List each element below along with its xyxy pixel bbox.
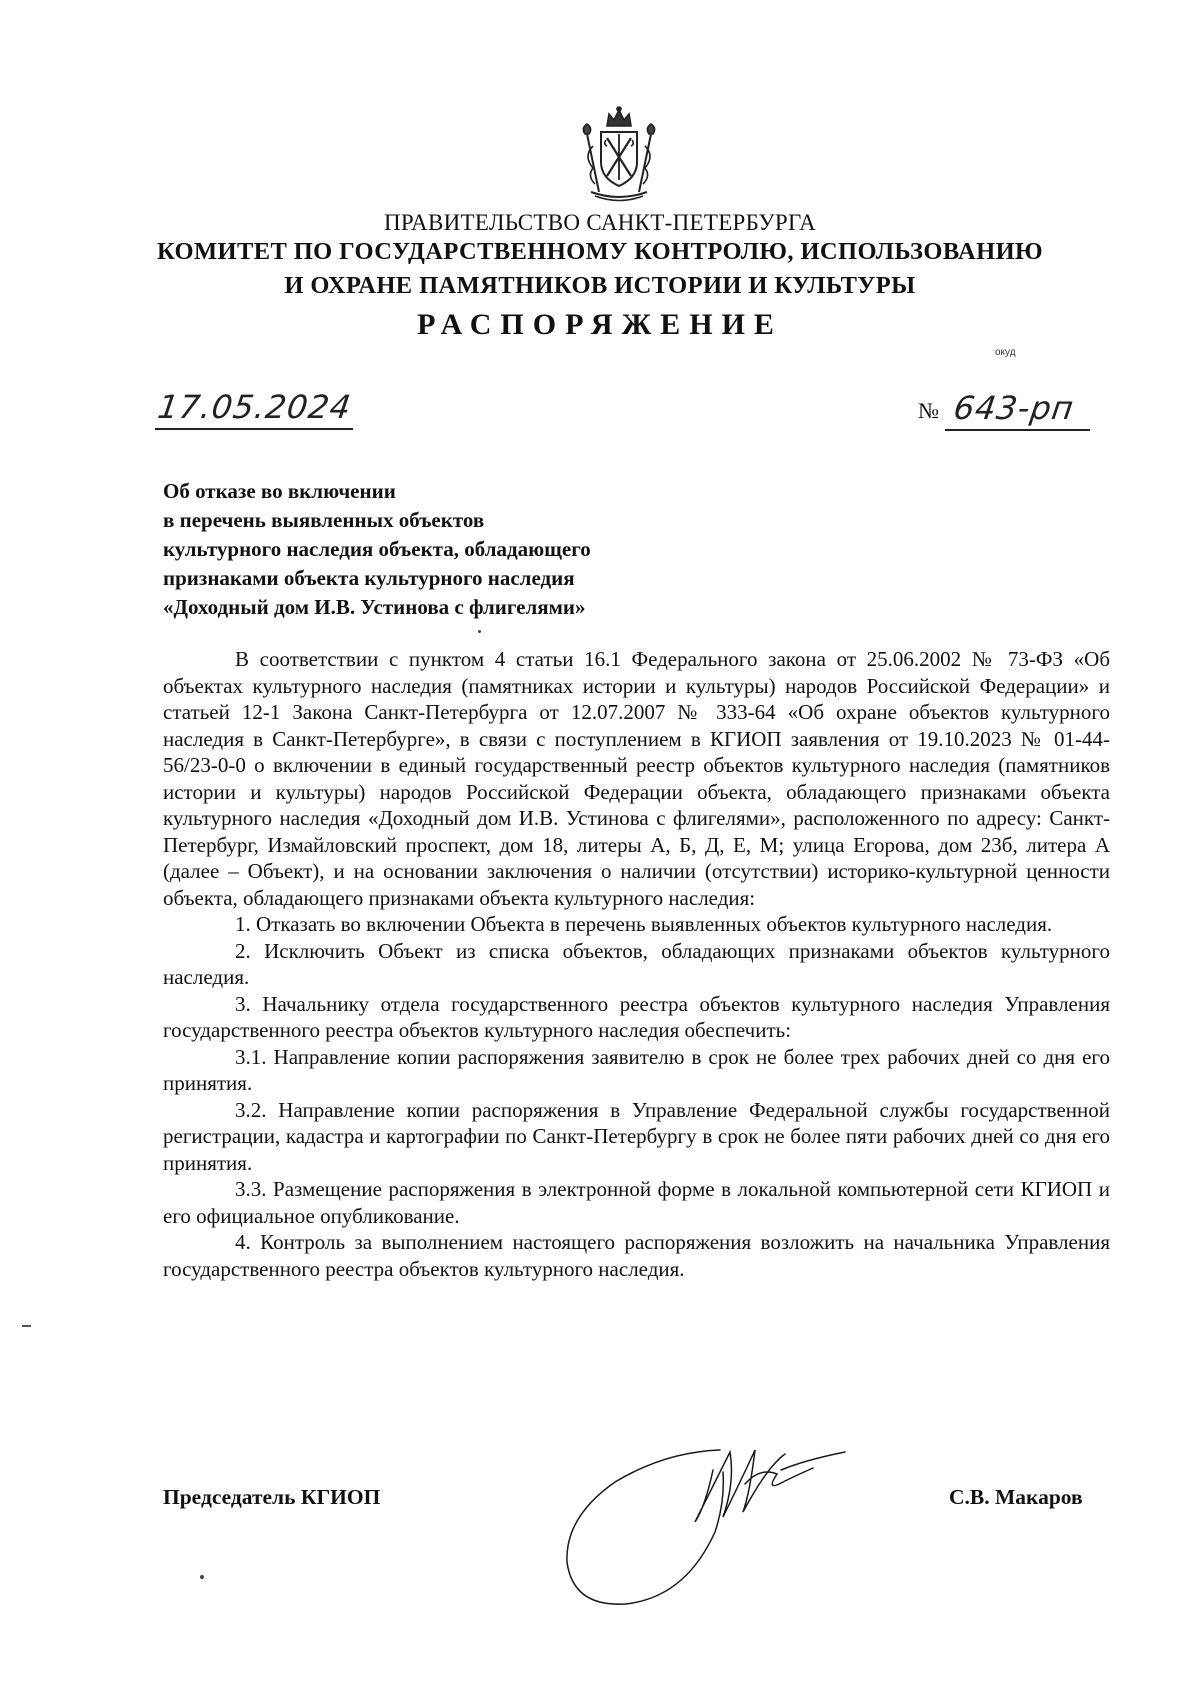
order-item-3-2: 3.2. Направление копии распоряжения в Управление Федеральной службы государственной регистрации, кадастра и картографии по Санкт-Петербургу в срок не более пяти рабочих дней со дня его принятия.: [163, 1097, 1110, 1175]
subject-line: «Доходный дом И.В. Устинова с флигелями»: [163, 595, 586, 619]
document-body: [163, 646, 1110, 1282]
signer-name: С.В. Макаров: [949, 1485, 1083, 1509]
committee-name-line1: КОМИТЕТ ПО ГОСУДАРСТВЕННОМУ КОНТРОЛЮ, ИСПОЛЬЗОВАНИЮ: [156, 238, 1044, 265]
signer-position: Председатель КГИОП: [163, 1485, 381, 1509]
subject-line: признаками объекта культурного наследия: [163, 566, 575, 590]
committee-name-line2: И ОХРАНЕ ПАМЯТНИКОВ ИСТОРИИ И КУЛЬТУРЫ: [284, 272, 916, 299]
document-date: 17.05.2024: [155, 388, 354, 426]
scan-artifact-dot: [478, 630, 481, 633]
order-item-3-1: 3.1. Направление копии распоряжения заявителю в срок не более трех рабочих дней со дня его принятия.: [163, 1044, 1110, 1095]
date-underline: [155, 428, 353, 430]
order-item-1: 1. Отказать во включении Объекта в перечень выявленных объектов культурного наследия.: [235, 912, 1053, 936]
subject-line: культурного наследия объекта, обладающего: [163, 537, 591, 561]
scan-artifact-dot: [200, 1575, 204, 1579]
scan-margin-mark: [22, 1325, 31, 1327]
order-item-3: 3. Начальнику отдела государственного реестра объектов культурного наследия Управления государственного реестра объектов культурного наследия обеспечить:: [163, 991, 1110, 1042]
government-name: ПРАВИТЕЛЬСТВО САНКТ-ПЕТЕРБУРГА: [383, 210, 817, 235]
subject-line: в перечень выявленных объектов: [163, 508, 485, 532]
document-number: 643-рп: [951, 389, 1077, 427]
okud-mark: окуд: [995, 347, 1016, 358]
order-item-2: 2. Исключить Объект из списка объектов, обладающих признаками объектов культурного наследия.: [163, 938, 1110, 989]
order-item-3-3: 3.3. Размещение распоряжения в электронной форме в локальной компьютерной сети КГИОП и его официальное опубликование.: [163, 1177, 1110, 1228]
number-sign: №: [918, 398, 939, 423]
handwritten-signature: [545, 1412, 880, 1612]
document-type-title: РАСПОРЯЖЕНИЕ: [417, 308, 783, 341]
order-item-4: 4. Контроль за выполнением настоящего распоряжения возложить на начальника Управления государственного реестра объектов культурного наследия.: [163, 1230, 1110, 1281]
document-subject: [163, 477, 723, 622]
body-intro-paragraph: В соответствии с пунктом 4 статьи 16.1 Федерального закона от 25.06.2002 № 73-ФЗ «Об объектах культурного наследия (памятниках истории и культуры) народов Российской Федерации» и статьей 12-1 Закона Санкт-Петербурга от 12.07.2007 № 333-64 «Об охране объектов культурного наследия в Санкт-Петербурге», в связи с поступлением в КГИОП заявления от 19.10.2023 № 01-44-56/23-0-0 о включении в единый государственный реестр объектов культурного наследия (памятников истории и культуры) народов Российской Федерации объекта, обладающего признаками объекта культурного наследия «Доходный дом И.В. Устинова с флигелями», расположенного по адресу: Санкт-Петербург, Измайловский проспект, дом 18, литеры А, Б, Д, Е, М; улица Егорова, дом 23б, литера А (далее – Объект), и на основании заключения о наличии (отсутствии) историко-культурной ценности объекта, обладающего признаками объекта культурного наследия:: [163, 647, 1110, 910]
subject-line: Об отказе во включении: [163, 479, 396, 503]
number-underline: [945, 429, 1090, 431]
coat-of-arms-emblem: [573, 106, 665, 202]
